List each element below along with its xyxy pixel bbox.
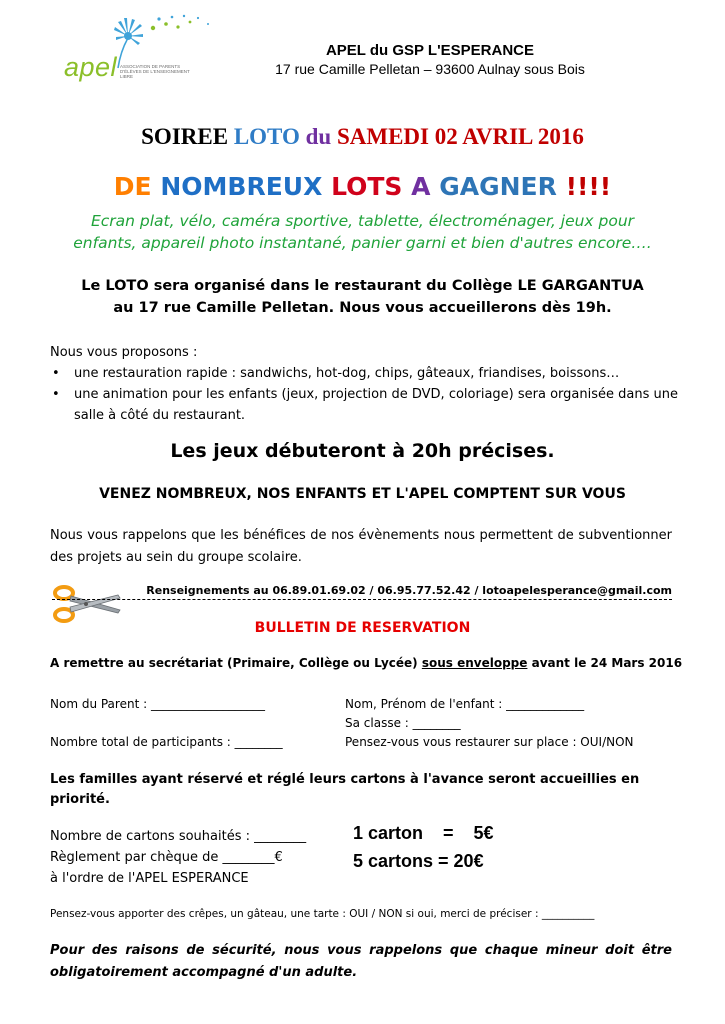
prizes-line: Ecran plat, vélo, caméra sportive, tablette, électroménager, jeux pour <box>90 212 635 230</box>
title-part-date: SAMEDI 02 AVRIL 2016 <box>336 124 584 149</box>
heading-word-a: A <box>411 172 431 201</box>
venue-info <box>30 275 695 319</box>
cut-line <box>52 599 672 600</box>
cards-count-field[interactable]: Nombre de cartons souhaités : ________ <box>50 829 307 844</box>
call-to-action: VENEZ NOMBREUX, NOS ENFANTS ET L'APEL COMPTENT SUR VOUS <box>99 486 626 502</box>
deadline-envelope: sous enveloppe <box>421 656 528 670</box>
heading-word-de: DE <box>113 172 152 201</box>
price-one-card: 1 carton = 5€ <box>353 823 494 843</box>
heading-exclamations: !!!! <box>565 172 612 201</box>
offer-item: • une animation pour les enfants (jeux, projection de DVD, coloriage) sera organisée dans une salle à côté du restaurant. <box>50 384 690 426</box>
offer-intro: Nous vous proposons : <box>50 345 198 360</box>
priority-note: Les familles ayant réservé et réglé leurs cartons à l'avance seront accueillies en priorité. <box>50 772 640 807</box>
games-start-time: Les jeux débuteront à 20h précises. <box>170 440 555 462</box>
organization-name: APEL du GSP L'ESPERANCE <box>325 42 535 59</box>
prizes-line: enfants, appareil photo instantané, panier garni et bien d'autres encore…. <box>73 234 652 252</box>
cheque-amount-field[interactable]: Règlement par chèque de ________€ <box>50 850 283 865</box>
cheque-payee: à l'ordre de l'APEL ESPERANCE <box>50 871 249 886</box>
event-title <box>0 124 725 150</box>
heading-word-gagner: GAGNER <box>439 172 557 201</box>
title-part-soiree: SOIREE <box>141 124 234 149</box>
parent-name-field[interactable]: Nom du Parent : ___________________ <box>50 697 265 711</box>
contact-info: Renseignements au 06.89.01.69.02 / 06.95.77.52.42 / lotoapelesperance@gmail.com <box>146 584 672 597</box>
restaurant-choice-field[interactable]: Pensez-vous vous restaurer sur place : OUI/NON <box>345 735 634 749</box>
prizes-list <box>40 210 685 254</box>
venue-line: au 17 rue Camille Pelletan. Nous vous accueillerons dès 19h. <box>113 300 612 316</box>
logo-wordmark: apel <box>64 52 118 82</box>
class-field[interactable]: Sa classe : ________ <box>345 716 461 730</box>
dessert-question-field[interactable]: Pensez-vous apporter des crêpes, un gâteau, une tarte : OUI / NON si oui, merci de préciser : __________ <box>50 908 595 920</box>
title-part-du: du <box>299 124 337 149</box>
offer-item: • une restauration rapide : sandwichs, hot-dog, chips, gâteaux, friandises, boissons… <box>50 363 690 384</box>
price-five-cards: 5 cartons = 20€ <box>353 851 484 871</box>
participants-field[interactable]: Nombre total de participants : ________ <box>50 735 283 749</box>
deadline-suffix: avant le 24 Mars 2016 <box>527 656 683 670</box>
offer-list <box>50 363 690 426</box>
lots-heading <box>0 172 725 201</box>
child-name-field[interactable]: Nom, Prénom de l'enfant : _____________ <box>345 697 585 711</box>
profits-reminder: Nous vous rappelons que les bénéfices de nos évènements nous permettent de subventionner des projets au sein du groupe scolaire. <box>50 528 672 565</box>
logo-subtitle: ASSOCIATION DE PARENTS D'ÉLÈVES DE L'ENSEIGNEMENT LIBRE <box>120 64 190 79</box>
apel-logo <box>58 10 218 100</box>
venue-line: Le LOTO sera organisé dans le restaurant du Collège LE GARGANTUA <box>81 278 644 294</box>
heading-word-lots: LOTS <box>331 172 403 201</box>
offer-section <box>50 342 690 426</box>
organization-address: 17 rue Camille Pelletan – 93600 Aulnay sous Bois <box>275 61 585 77</box>
safety-notice: Pour des raisons de sécurité, nous vous rappelons que chaque mineur doit être obligatoirement accompagné d'un adulte. <box>50 943 672 980</box>
heading-word-nombreux: NOMBREUX <box>160 172 323 201</box>
title-part-loto: LOTO <box>233 124 300 149</box>
deadline-prefix: A remettre au secrétariat (Primaire, Collège ou Lycée) <box>50 656 422 670</box>
deadline-note <box>50 656 690 670</box>
bulletin-title: BULLETIN DE RESERVATION <box>254 620 471 636</box>
